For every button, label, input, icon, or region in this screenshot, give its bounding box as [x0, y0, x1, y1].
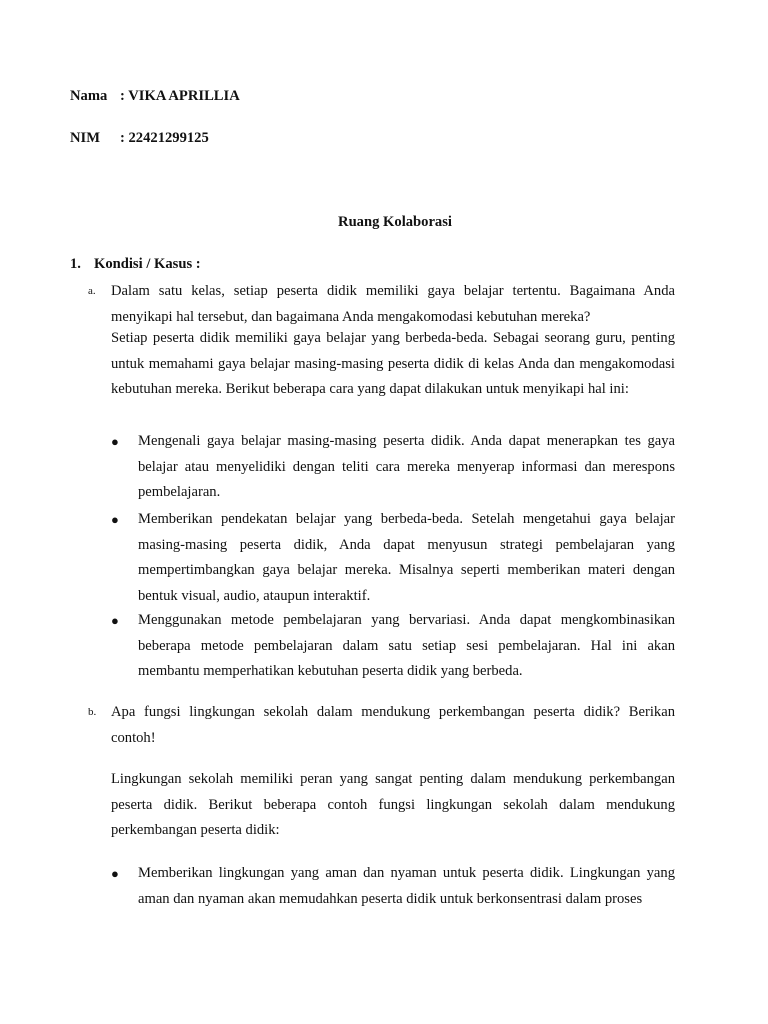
name-label: Nama — [70, 88, 108, 104]
item-a-question: Dalam satu kelas, setiap peserta didik memiliki gaya belajar tertentu. Bagaimana Anda menyikapi hal tersebut, dan bagaimana Anda mengakomodasi kebutuhan mereka? — [111, 283, 675, 325]
section-number: 1. — [70, 256, 81, 272]
nim-label: NIM — [70, 130, 100, 146]
bullet-text: Menggunakan metode pembelajaran yang bervariasi. Anda dapat mengkombinasikan beberapa metode pembelajaran dalam satu setiap sesi pembelajaran. Hal ini akan membantu memperhatikan kebutuhan peserta didik yang berbeda. — [138, 612, 675, 680]
bullet-icon: ● — [111, 866, 119, 881]
section-heading — [70, 256, 201, 273]
bullet-text: Memberikan pendekatan belajar yang berbeda-beda. Setelah mengetahui gaya belajar masing-masing peserta didik, Anda dapat menyusun strategi pembelajaran yang mempertimbangkan gaya belajar mereka. Misalnya seperti memberikan materi dengan bentuk visual, audio, ataupun interaktif. — [138, 511, 675, 604]
item-a-answer: Setiap peserta didik memiliki gaya belajar yang berbeda-beda. Sebagai seorang guru, penting untuk memahami gaya belajar masing-masing peserta didik di kelas Anda dan mengakomodasi kebutuhan mereka. Berikut beberapa cara yang dapat dilakukan untuk menyikapi hal ini: — [111, 330, 675, 398]
section-title: Kondisi / Kasus : — [94, 256, 201, 272]
item-b-answer: Lingkungan sekolah memiliki peran yang sangat penting dalam mendukung perkembangan peserta didik. Berikut beberapa contoh fungsi lingkungan sekolah dalam mendukung perkembangan peserta didik: — [111, 771, 675, 839]
item-a-marker: a. — [88, 285, 96, 297]
item-b-marker: b. — [88, 706, 97, 718]
page-title: Ruang Kolaborasi — [338, 214, 452, 230]
name-row — [70, 88, 240, 105]
bullet-text: Memberikan lingkungan yang aman dan nyaman untuk peserta didik. Lingkungan yang aman dan nyaman akan memudahkan peserta didik untuk berkonsentrasi dalam proses — [138, 865, 675, 907]
nim-value: : 22421299125 — [120, 130, 209, 146]
bullet-text: Mengenali gaya belajar masing-masing peserta didik. Anda dapat menerapkan tes gaya belajar atau menyelidiki dengan teliti cara mereka menyerap informasi dan merespons pembelajaran. — [138, 433, 675, 501]
name-value: : VIKA APRILLIA — [120, 88, 240, 104]
item-b-question: Apa fungsi lingkungan sekolah dalam mendukung perkembangan peserta didik? Berikan contoh! — [111, 704, 675, 746]
bullet-icon: ● — [111, 512, 119, 527]
nim-row — [70, 130, 209, 147]
bullet-icon: ● — [111, 434, 119, 449]
bullet-icon: ● — [111, 613, 119, 628]
